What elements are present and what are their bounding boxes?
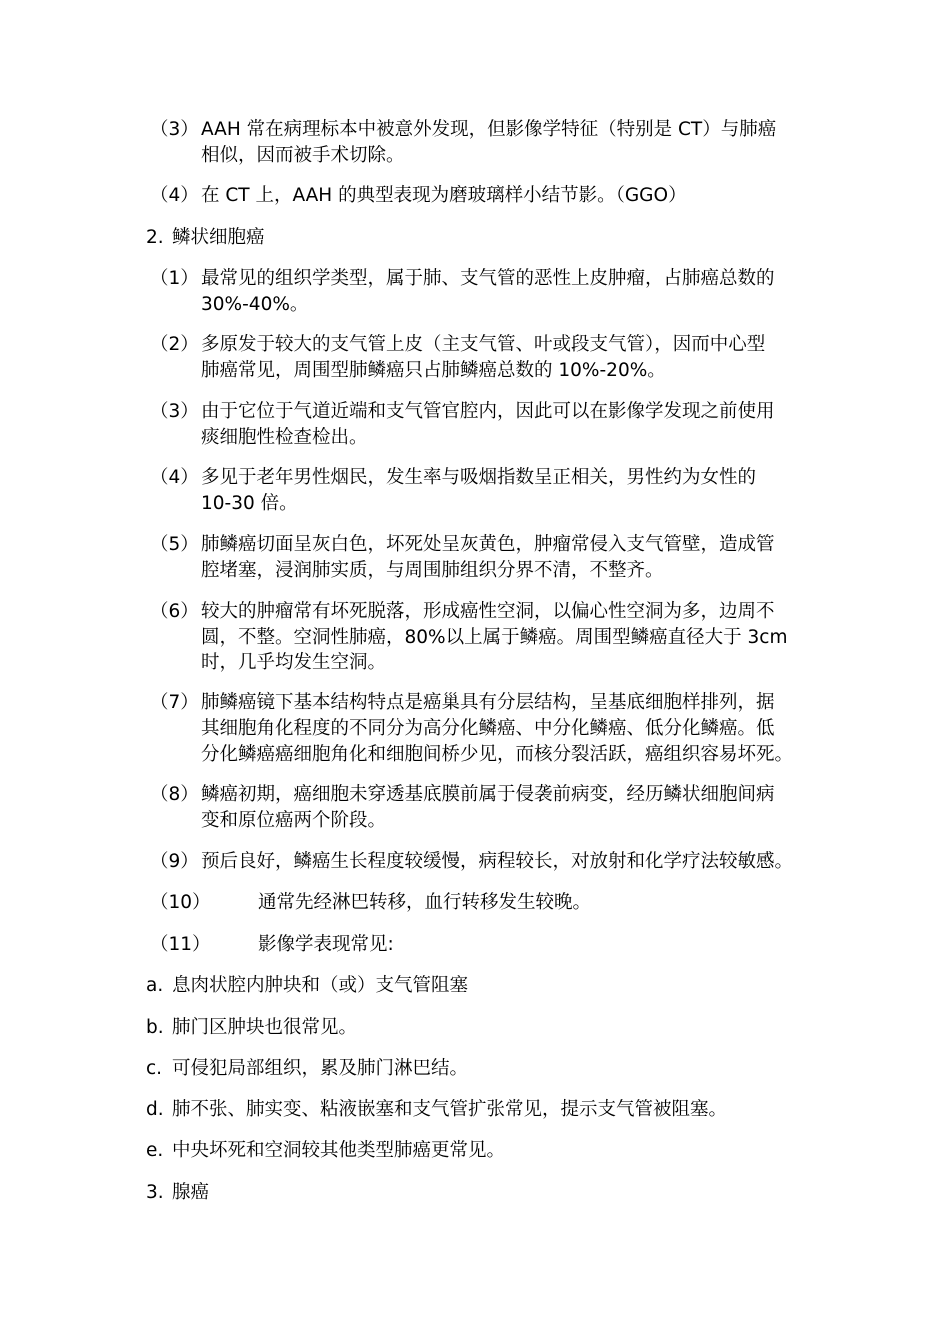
item-text-line: 多原发于较大的支气管上皮（主支气管、叶或段支气管），因而中心型 <box>201 334 766 355</box>
item-number: （5） <box>150 534 199 555</box>
item-text-line: 肺癌常见，周围型肺鳞癌只占肺鳞癌总数的 10%-20%。 <box>201 360 666 381</box>
subitem-letter: c. <box>146 1058 163 1079</box>
item-number: （6） <box>150 601 199 622</box>
item-text-line: 痰细胞性检查检出。 <box>201 427 368 448</box>
item-number: （8） <box>150 784 199 805</box>
item-text-line: 肺鳞癌镜下基本结构特点是癌巢具有分层结构，呈基底细胞样排列，据 <box>201 692 775 713</box>
subitem-letter: d. <box>146 1099 164 1120</box>
item-number: （1） <box>150 268 199 289</box>
item-number: （3） <box>150 119 199 140</box>
item-text-line: 腔堵塞，浸润肺实质，与周围肺组织分界不清，不整齐。 <box>201 560 664 581</box>
item-text-line: 10-30 倍。 <box>201 493 298 514</box>
subitem-letter: b. <box>146 1017 164 1038</box>
item-text-line: 多见于老年男性烟民，发生率与吸烟指数呈正相关，男性约为女性的 <box>201 467 757 488</box>
section-number: 2. <box>146 227 164 248</box>
section-number: 3. <box>146 1182 164 1203</box>
section-heading: 腺癌 <box>172 1182 210 1203</box>
item-text-line: 较大的肿瘤常有坏死脱落，形成癌性空洞，以偏心性空洞为多，边周不 <box>201 601 775 622</box>
item-text-line: 分化鳞癌癌细胞角化和细胞间桥少见，而核分裂活跃，癌组织容易坏死。 <box>201 744 794 765</box>
item-text-line: 通常先经淋巴转移，血行转移发生较晚。 <box>258 892 592 913</box>
item-text-line: 变和原位癌两个阶段。 <box>201 810 387 831</box>
subitem-text: 中央坏死和空洞较其他类型肺癌更常见。 <box>172 1140 506 1161</box>
item-number: （4） <box>150 467 199 488</box>
subitem-text: 可侵犯局部组织，累及肺门淋巴结。 <box>172 1058 469 1079</box>
item-number: （9） <box>150 851 199 872</box>
item-text-line: 相似，因而被手术切除。 <box>201 145 405 166</box>
item-text-line: 最常见的组织学类型，属于肺、支气管的恶性上皮肿瘤，占肺癌总数的 <box>201 268 775 289</box>
item-text-line: 肺鳞癌切面呈灰白色，坏死处呈灰黄色，肿瘤常侵入支气管壁，造成管 <box>201 534 775 555</box>
item-text-line: 鳞癌初期，癌细胞未穿透基底膜前属于侵袭前病变，经历鳞状细胞间病 <box>201 784 775 805</box>
item-text-line: 圆，不整。空洞性肺癌，80%以上属于鳞癌。周围型鳞癌直径大于 3cm <box>201 627 788 648</box>
subitem-text: 息肉状腔内肿块和（或）支气管阻塞 <box>172 975 469 996</box>
subitem-text: 肺不张、肺实变、粘液嵌塞和支气管扩张常见，提示支气管被阻塞。 <box>172 1099 728 1120</box>
item-number: （2） <box>150 334 199 355</box>
item-number: （4） <box>150 185 199 206</box>
item-text-line: 预后良好，鳞癌生长程度较缓慢，病程较长，对放射和化学疗法较敏感。 <box>201 851 794 872</box>
item-number: （7） <box>150 692 199 713</box>
item-text-line: 影像学表现常见: <box>258 934 394 955</box>
item-text-line: 时，几乎均发生空洞。 <box>201 652 387 673</box>
item-text-line: 其细胞角化程度的不同分为高分化鳞癌、中分化鳞癌、低分化鳞癌。低 <box>201 718 775 739</box>
item-text-line: 在 CT 上，AAH 的典型表现为磨玻璃样小结节影。（GGO） <box>201 185 687 206</box>
item-text-line: 由于它位于气道近端和支气管官腔内，因此可以在影像学发现之前使用 <box>201 401 775 422</box>
item-number: （10） <box>150 892 211 913</box>
subitem-letter: a. <box>146 975 164 996</box>
item-text-line: 30%-40%。 <box>201 294 309 315</box>
section-heading: 鳞状细胞癌 <box>172 227 265 248</box>
subitem-text: 肺门区肿块也很常见。 <box>172 1017 358 1038</box>
item-number: （3） <box>150 401 199 422</box>
subitem-letter: e. <box>146 1140 164 1161</box>
item-text-line: AAH 常在病理标本中被意外发现，但影像学特征（特别是 CT）与肺癌 <box>201 119 777 140</box>
item-number: （11） <box>150 934 211 955</box>
